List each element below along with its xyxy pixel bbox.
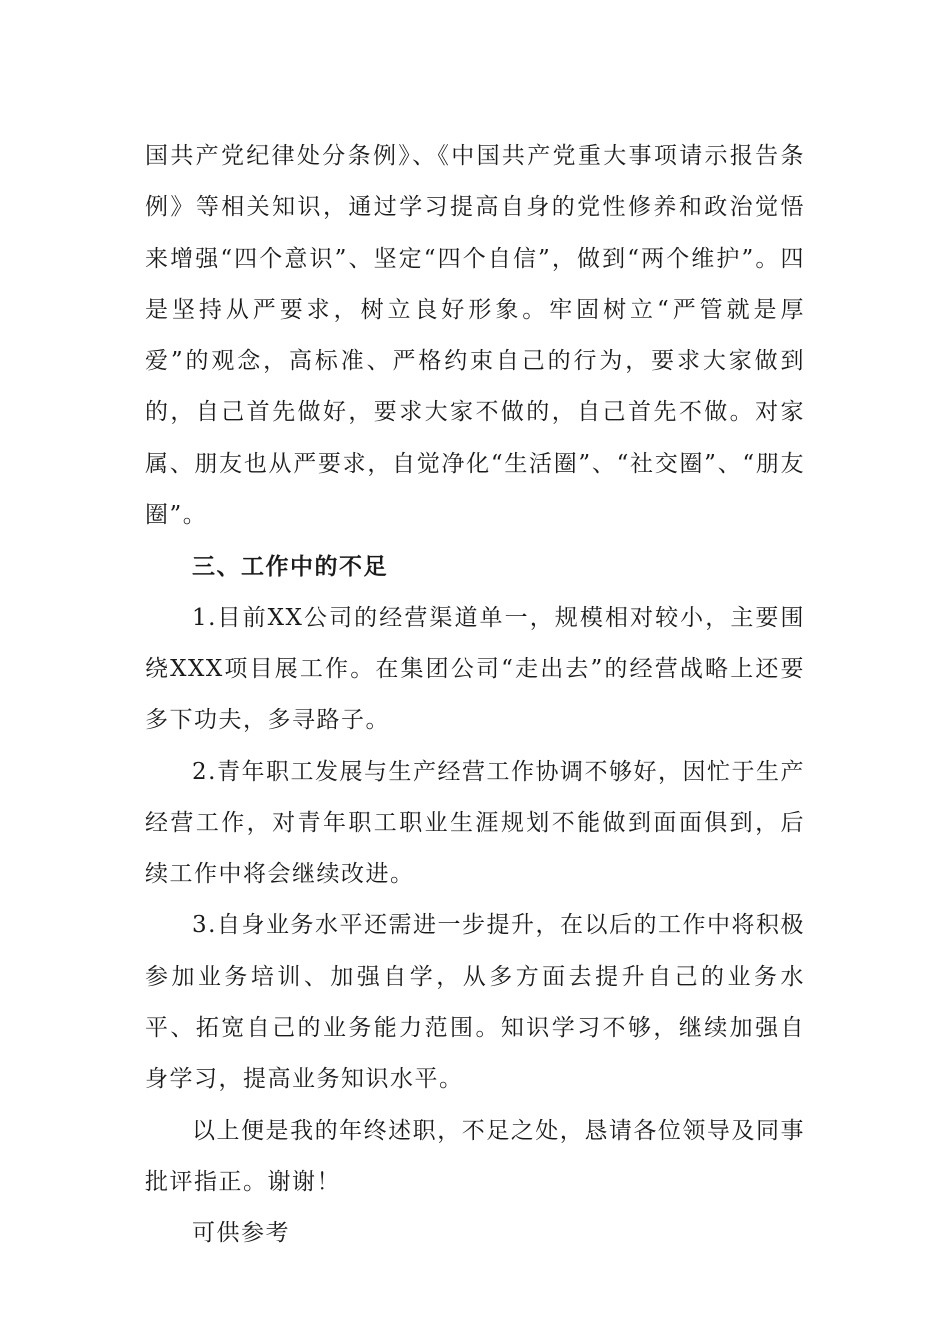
paragraph-reference-note: 可供参考 — [192, 1220, 290, 1247]
section-heading-shortcomings: 三、工作中的不足 — [192, 553, 388, 581]
paragraph-continuation: 国共产党纪律处分条例》、《中国共产党重大事项请示报告条例》等相关知识，通过学习提高自身的党性修养和政治觉悟来增强“四个意识”、坚定“四个自信”，做到“两个维护”。四是坚持从严要求，树立良好形象。牢固树立“严管就是厚爱”的观念，高标准、严格约束自己的行为，要求大家做到的，自己首先做好，要求大家不做的，自己首先不做。对家属、朋友也从严要求，自觉净化“生活圈”、“社交圈”、“朋友圈”。 — [145, 143, 805, 529]
paragraph-item-2: 2.青年职工发展与生产经营工作协调不够好，因忙于生产经营工作，对青年职工职业生涯规划不能做到面面俱到，后续工作中将会继续改进。 — [145, 758, 805, 888]
paragraph-closing: 以上便是我的年终述职，不足之处，恳请各位领导及同事批评指正。谢谢！ — [145, 1117, 805, 1195]
paragraph-item-1: 1.目前XX公司的经营渠道单一，规模相对较小，主要围绕XXX项目展工作。在集团公司“走出去”的经营战略上还要多下功夫，多寻路子。 — [145, 604, 805, 734]
document-body — [145, 131, 805, 1260]
paragraph-item-3: 3.自身业务水平还需进一步提升，在以后的工作中将积极参加业务培训、加强自学，从多方面去提升自己的业务水平、拓宽自己的业务能力范围。知识学习不够，继续加强自身学习，提高业务知识水平。 — [145, 912, 805, 1093]
